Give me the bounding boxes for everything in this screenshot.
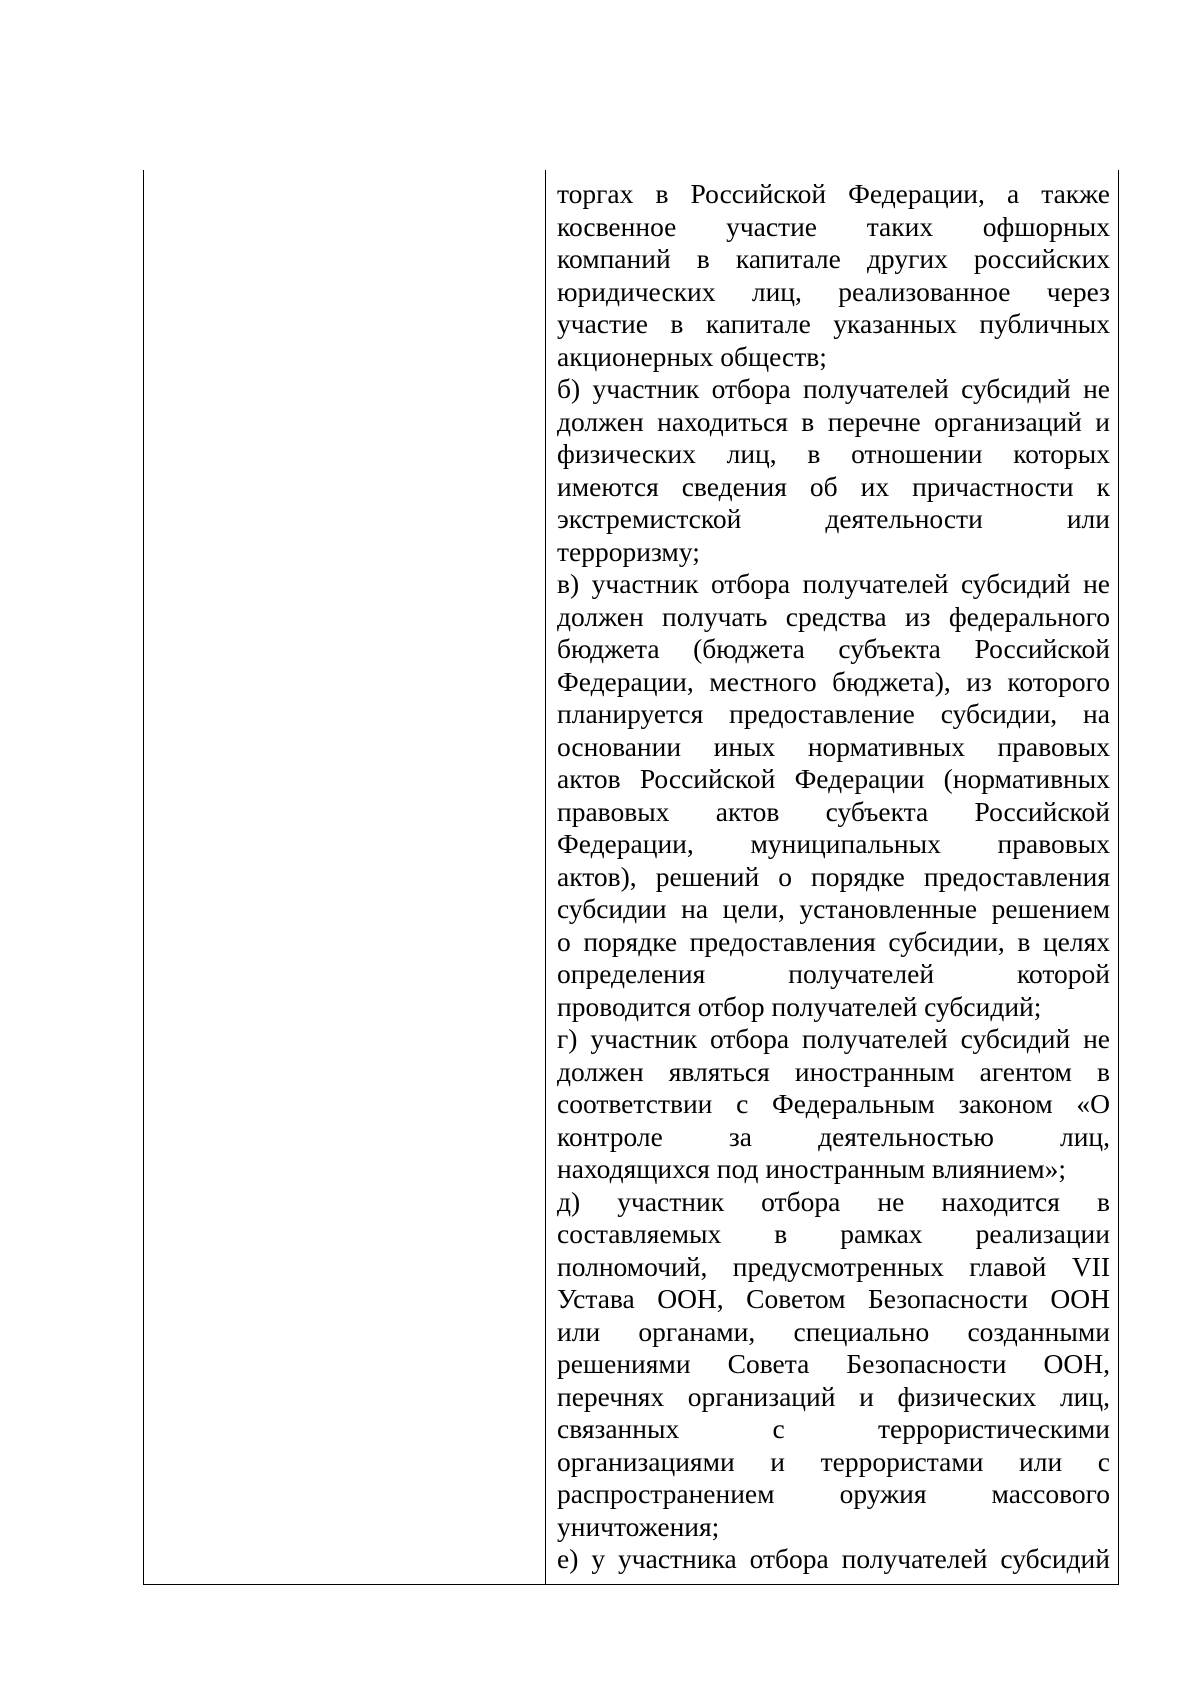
text-line: распространением оружия массового: [557, 1478, 1110, 1509]
text-line: Федерации, местного бюджета), из которого: [557, 665, 1110, 697]
table-left-cell: [144, 170, 545, 1584]
text-line: определения получателей которой: [557, 958, 1110, 989]
text-line: или органами, специально созданными: [557, 1315, 1110, 1347]
text-line: компаний в капитале других российских: [557, 243, 1110, 274]
text-line: соответствии с Федеральным законом «О: [557, 1088, 1110, 1119]
text-line: д) участник отбора не находится в: [557, 1185, 1110, 1217]
text-line: основании иных нормативных правовых: [557, 730, 1110, 762]
text-line: субсидии на цели, установленные решением: [557, 893, 1110, 924]
text-line: организациями и террористами или с: [557, 1445, 1110, 1477]
text-line: актов Российской Федерации (нормативных: [557, 763, 1110, 794]
text-line: полномочий, предусмотренных главой VII: [557, 1250, 1110, 1282]
table-right-cell: [557, 178, 1110, 1576]
text-line: торгах в Российской Федерации, а также: [557, 178, 1110, 209]
column-divider: [545, 170, 546, 1584]
text-line: физических лиц, в отношении которых: [557, 438, 1110, 469]
text-line: находящихся под иностранным влиянием»;: [557, 1153, 1067, 1184]
text-line: в) участник отбора получателей субсидий не: [557, 568, 1110, 599]
text-line: имеются сведения об их причастности к: [557, 470, 1110, 502]
text-line: уничтожения;: [557, 1510, 720, 1542]
text-line: акционерных обществ;: [557, 340, 827, 372]
text-line: косвенное участие таких офшорных: [557, 210, 1110, 242]
document-table: [143, 170, 1119, 1585]
text-line: б) участник отбора получателей субсидий не: [557, 373, 1110, 404]
text-line: должен находиться в перечне организаций и: [557, 405, 1110, 437]
text-line: Устава ООН, Советом Безопасности ООН: [557, 1283, 1110, 1314]
text-line: контроле за деятельностью лиц,: [557, 1120, 1110, 1152]
text-line: е) у участника отбора получателей субсидий: [557, 1543, 1110, 1574]
text-line: должен являться иностранным агентом в: [557, 1055, 1110, 1087]
text-line: решениями Совета Безопасности ООН,: [557, 1348, 1110, 1379]
text-line: должен получать средства из федерального: [557, 600, 1110, 632]
text-line: о порядке предоставления субсидии, в целях: [557, 925, 1110, 957]
text-line: терроризму;: [557, 535, 700, 567]
text-line: составляемых в рамках реализации: [557, 1218, 1110, 1249]
text-line: проводится отбор получателей субсидий;: [557, 990, 1042, 1022]
text-line: перечнях организаций и физических лиц,: [557, 1380, 1110, 1412]
text-line: актов), решений о порядке предоставления: [557, 860, 1110, 892]
text-line: Федерации, муниципальных правовых: [557, 828, 1110, 859]
text-line: бюджета (бюджета субъекта Российской: [557, 633, 1110, 664]
text-line: планируется предоставление субсидии, на: [557, 698, 1110, 729]
text-line: правовых актов субъекта Российской: [557, 795, 1110, 827]
text-line: связанных с террористическими: [557, 1413, 1110, 1444]
text-line: г) участник отбора получателей субсидий не: [557, 1023, 1110, 1054]
text-line: участие в капитале указанных публичных: [557, 308, 1110, 339]
text-line: экстремистской деятельности или: [557, 503, 1110, 534]
text-line: юридических лиц, реализованное через: [557, 275, 1110, 307]
